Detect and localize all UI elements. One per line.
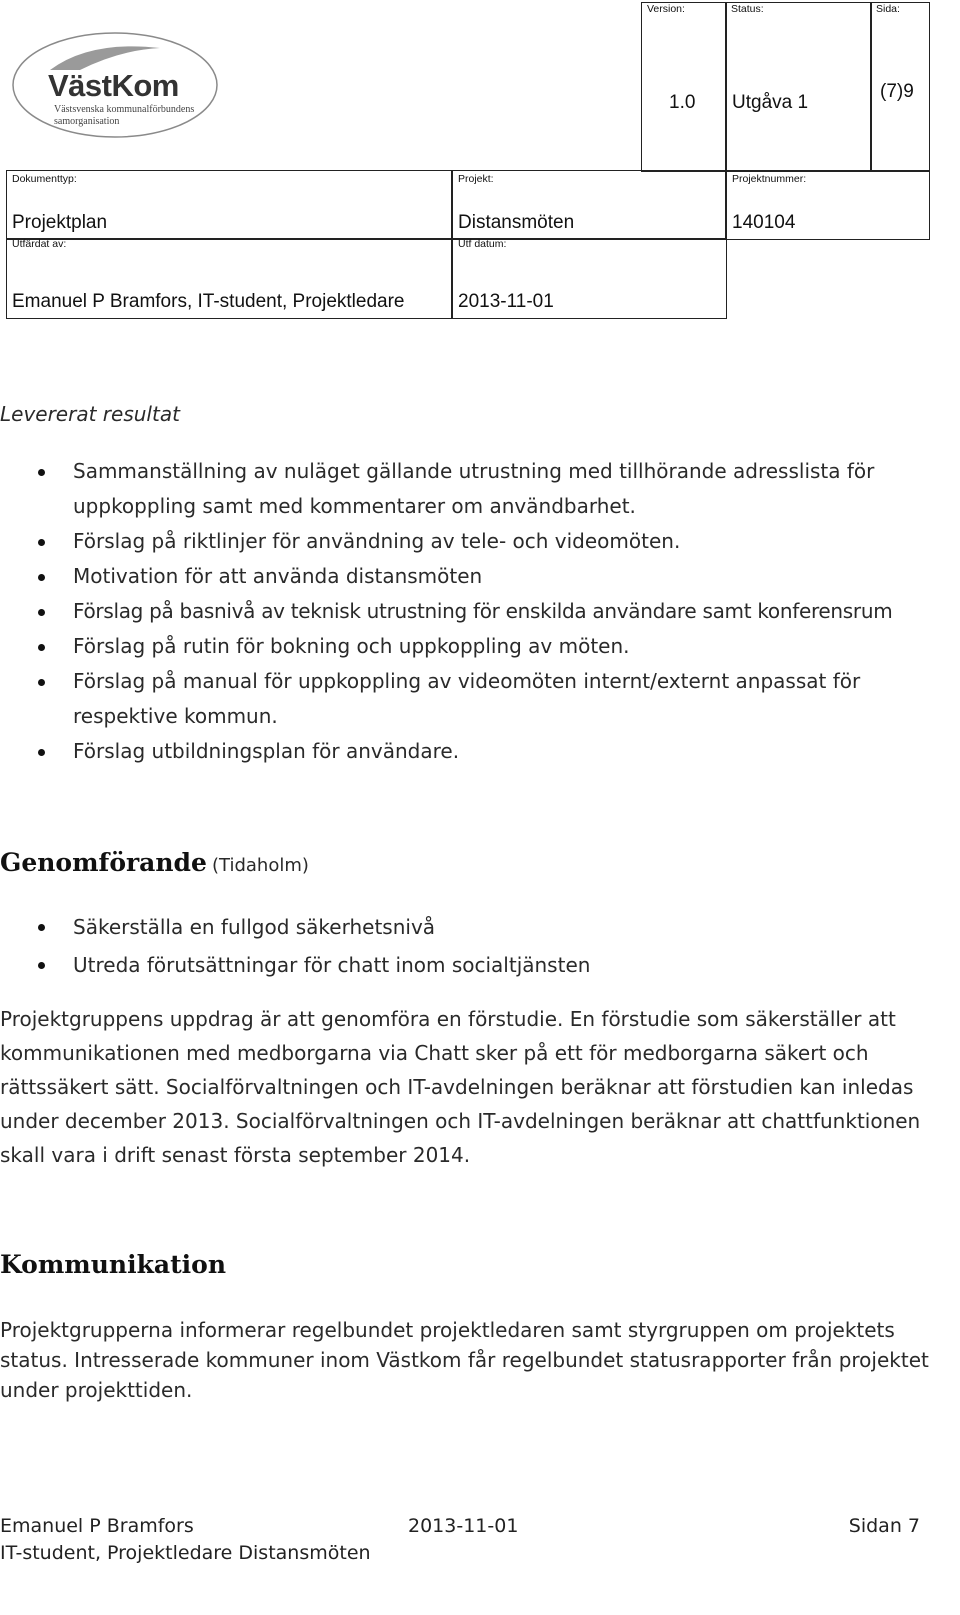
- date-value: 2013-11-01: [458, 291, 554, 312]
- bullet-icon: [38, 574, 45, 581]
- list-item: Förslag på manual för uppkoppling av videomöten internt/externt anpassat för respektive kommun.: [0, 664, 930, 734]
- list-item: Förslag på riktlinjer för användning av tele- och videomöten.: [0, 524, 930, 559]
- footer-role-project: IT-student, Projektledare Distansmöten: [0, 1542, 371, 1564]
- list-item: Motivation för att använda distansmöten: [0, 559, 930, 594]
- bullet-icon: [38, 539, 45, 546]
- status-cell: [725, 2, 872, 172]
- implementation-heading: [0, 848, 309, 877]
- version-value: 1.0: [669, 92, 696, 113]
- date-label: Utf datum:: [458, 238, 507, 250]
- page-label: Sida:: [876, 3, 900, 15]
- bullet-icon: [38, 609, 45, 616]
- list-item: Sammanställning av nuläget gällande utrustning med tillhörande adresslista för uppkoppling samt med kommentarer om användbarhet.: [0, 454, 930, 524]
- footer-date: 2013-11-01: [408, 1515, 519, 1537]
- implementation-list: [0, 908, 930, 984]
- bullet-icon: [38, 962, 45, 969]
- doctype-value: Projektplan: [12, 212, 108, 233]
- project-label: Projekt:: [458, 173, 494, 185]
- communication-paragraph: Projektgrupperna informerar regelbundet projektledaren samt styrgruppen om projektets status. Intresserade kommuner inom Västkom får regelbundet statusrapporter från projektet under projekttiden.: [0, 1318, 929, 1402]
- list-item: Säkerställa en fullgod säkerhetsnivå: [0, 908, 930, 946]
- bullet-icon: [38, 679, 45, 686]
- page-value: (7)9: [880, 81, 914, 102]
- project-value: Distansmöten: [458, 212, 575, 233]
- version-label: Version:: [647, 3, 685, 15]
- issued-by-label: Utfärdat av:: [12, 238, 67, 250]
- logo-brand: VästKom: [48, 68, 179, 103]
- list-item: Förslag på rutin för bokning och uppkoppling av möten.: [0, 629, 930, 664]
- status-label: Status:: [731, 3, 764, 15]
- status-value: Utgåva 1: [732, 92, 809, 113]
- projnum-value: 140104: [732, 212, 796, 233]
- list-item: Förslag utbildningsplan för användare.: [0, 734, 930, 769]
- bullet-icon: [38, 924, 45, 931]
- delivered-heading: Levererat resultat: [0, 402, 180, 426]
- footer-page-number: Sidan 7: [848, 1515, 920, 1537]
- issued-by-value: Emanuel P Bramfors, IT-student, Projektledare: [12, 291, 405, 312]
- bullet-icon: [38, 749, 45, 756]
- vastkom-logo: [10, 30, 220, 140]
- list-item: Utreda förutsättningar för chatt inom socialtjänsten: [0, 946, 930, 984]
- implementation-paragraph: Projektgruppens uppdrag är att genomföra en förstudie. En förstudie som säkerställer att kommunikationen med medborgarna via Chatt sker på ett för medborgarna säkert och rättssäkert sätt. Socialförvaltningen och IT-avdelningen beräknar att förstudien kan inledas under december 2013. Socialförvaltningen och IT-avdelningen beräknar att chattfunktionen skall vara i drift senast första september 2014.: [0, 1007, 921, 1167]
- delivered-list: [0, 454, 930, 769]
- doctype-label: Dokumenttyp:: [12, 173, 77, 185]
- list-item: Förslag på basnivå av teknisk utrustning för enskilda användare samt konferensrum: [0, 594, 930, 629]
- logo-subline-2: samorganisation: [54, 116, 120, 127]
- bullet-icon: [38, 469, 45, 476]
- communication-heading: Kommunikation: [0, 1250, 227, 1279]
- implementation-title: Genomförande: [0, 848, 207, 877]
- version-cell: [641, 2, 727, 172]
- projnum-label: Projektnummer:: [732, 173, 807, 185]
- implementation-subtitle: (Tidaholm): [212, 855, 309, 876]
- footer-author: Emanuel P Bramfors: [0, 1515, 194, 1537]
- logo-subline-1: Västsvenska kommunalförbundens: [54, 104, 195, 115]
- bullet-icon: [38, 644, 45, 651]
